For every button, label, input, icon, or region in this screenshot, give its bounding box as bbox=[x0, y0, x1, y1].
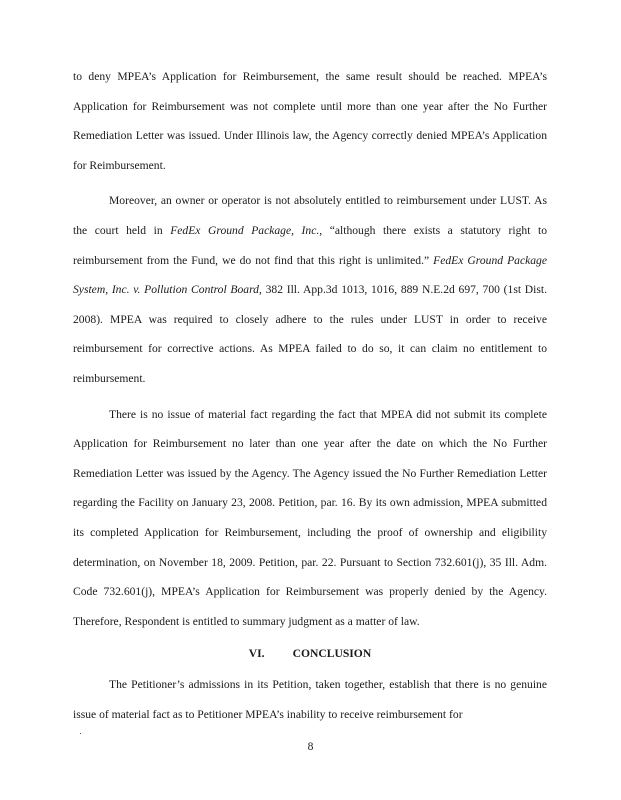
text-segment: to deny MPEA’s Application for Reimbursement, the same result should be reached. MPEA’s Application for Reimbursement was not complete until more than one year after the No Further Remediation Letter was issued. Under Illinois law, the Agency correctly denied MPEA’s Application for Reimbursement. bbox=[73, 70, 547, 172]
paragraph-no-material-fact bbox=[73, 400, 547, 637]
paragraph-no-absolute-entitlement bbox=[73, 186, 547, 393]
section-heading-conclusion bbox=[73, 642, 547, 666]
text-segment: , 382 Ill. App.3d 1013, 1016, 889 N.E.2d 697, 700 (1st Dist. 2008). MPEA was required to closely adhere to the rules under LUST in order to receive reimbursement for corrective actions. As MPEA failed to do so, it can claim no entitlement to reimbursement. bbox=[73, 283, 547, 385]
case-citation: FedEx Ground Package, Inc. bbox=[170, 223, 320, 237]
paragraph-denial-continuation bbox=[73, 62, 547, 180]
scan-speck bbox=[80, 733, 81, 734]
section-number: VI. bbox=[248, 647, 265, 661]
case-citation: FedEx Ground Package System, Inc. v. Pollution Control Board bbox=[73, 253, 547, 297]
section-title: CONCLUSION bbox=[292, 647, 372, 661]
paragraph-conclusion: The Petitioner’s admissions in its Petition, taken together, establish that there is no genuine issue of material fact as to Petitioner MPEA’s inability to receive reimbursement for bbox=[73, 678, 547, 721]
text-segment: , “although there exists a statutory right to reimbursement from the Fund, we do not find that this right is unlimited.” bbox=[73, 223, 547, 267]
page-number: 8 bbox=[307, 740, 314, 753]
document-body bbox=[73, 62, 547, 729]
text-segment: Moreover, an owner or operator is not absolutely entitled to reimbursement under LUST. As the court held in bbox=[73, 194, 547, 237]
text-segment: There is no issue of material fact regarding the fact that MPEA did not submit its complete Application for Reimbursement no later than one year after the date on which the No Further Remediation Letter was issued by the Agency. The Agency issued the No Further Remediation Letter regarding the Facility on January 23, 2008. Petition, par. 16. By its own admission, MPEA submitted its completed Application for Reimbursement, including the proof of ownership and eligibility determination, on November 18, 2009. Petition, par. 22. Pursuant to Section 732.601(j), 35 Ill. Adm. Code 732.601(j), MPEA’s Application for Reimbursement was properly denied by the Agency. Therefore, Respondent is entitled to summary judgment as a matter of law. bbox=[73, 407, 547, 628]
